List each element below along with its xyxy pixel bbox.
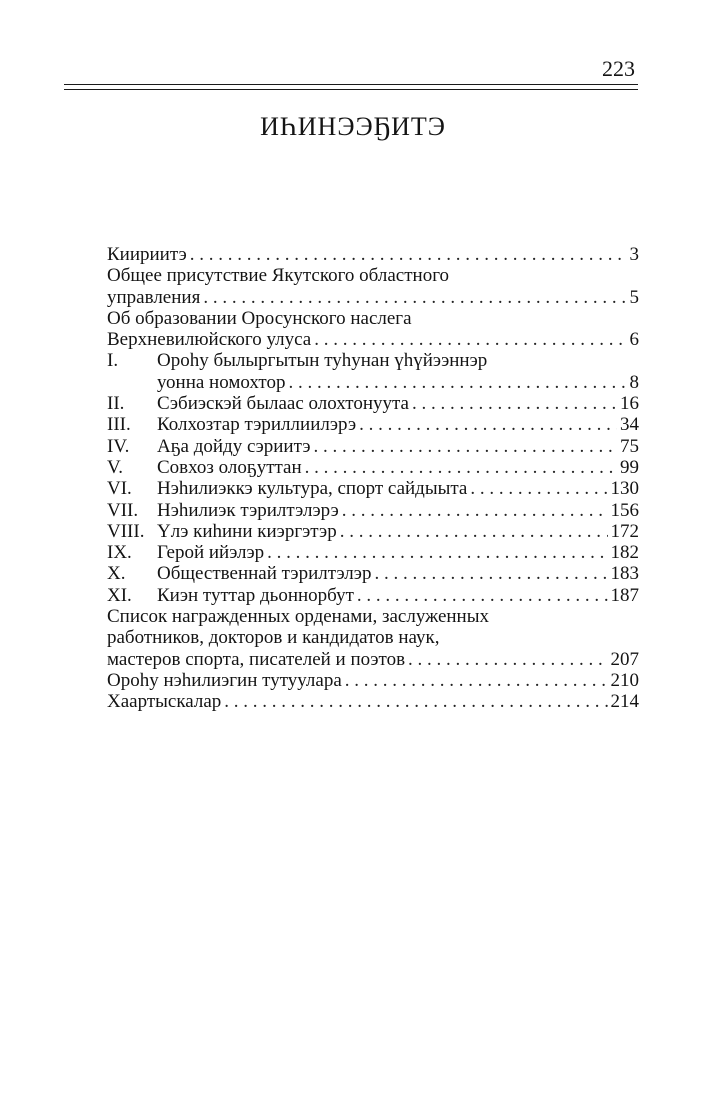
toc-entry-line [107, 350, 639, 371]
entry-page-number: 8 [629, 371, 639, 393]
toc-entry-line [107, 542, 639, 563]
chapter-number: III. [107, 414, 131, 436]
toc-entry [107, 563, 639, 584]
dot-leader [190, 244, 627, 265]
toc-entry [107, 457, 639, 478]
toc-entry-line [107, 606, 639, 627]
entry-page-number: 6 [629, 329, 639, 351]
toc-entry-line [107, 478, 639, 499]
entry-page-number: 207 [610, 648, 639, 670]
entry-page-number: 3 [629, 244, 639, 265]
toc-entry [107, 436, 639, 457]
dot-leader [224, 691, 607, 712]
table-of-contents [107, 244, 639, 713]
toc-entry-line [107, 372, 639, 393]
toc-entry [107, 414, 639, 435]
dot-leader [412, 393, 617, 414]
entry-page-number: 156 [610, 499, 639, 521]
entry-title: уонна номохтор [157, 371, 286, 393]
entry-page-number: 16 [620, 393, 639, 415]
entry-title: Хаартыскалар [107, 691, 222, 713]
chapter-number: V. [107, 456, 124, 478]
entry-title: управления [107, 286, 201, 308]
entry-page-number: 99 [620, 456, 639, 478]
toc-entry-line [107, 563, 639, 584]
dot-leader [408, 649, 607, 670]
entry-title: мастеров спорта, писателей и поэтов [107, 648, 406, 670]
toc-entry [107, 521, 639, 542]
toc-entry [107, 308, 639, 351]
chapter-number: VIII. [107, 520, 145, 542]
entry-page-number: 183 [610, 563, 639, 585]
toc-entry-line [107, 457, 639, 478]
dot-leader [288, 372, 626, 393]
toc-entry-line [107, 393, 639, 414]
entry-page-number: 214 [610, 691, 639, 713]
entry-page-number: 130 [610, 478, 639, 500]
entry-page-number: 187 [610, 584, 639, 606]
entry-title: Сэбиэскэй былаас олохтонуута [157, 393, 409, 415]
entry-title: Колхозтар тэриллиилэрэ [157, 414, 357, 436]
dot-leader [342, 500, 608, 521]
chapter-number: IX. [107, 542, 132, 564]
entry-title: Ороһу нэһилиэгин тутуулара [107, 669, 342, 691]
toc-entry-line [107, 414, 639, 435]
dot-leader [340, 521, 608, 542]
entry-title: Киэн туттар дьоннорбут [157, 584, 354, 606]
entry-page-number: 210 [610, 669, 639, 691]
chapter-number: VII. [107, 499, 139, 521]
entry-title: Киириитэ [107, 244, 187, 265]
dot-leader [203, 287, 626, 308]
dot-leader [305, 457, 617, 478]
toc-entry-line [107, 585, 639, 606]
chapter-number: II. [107, 393, 125, 415]
toc-entry-line [107, 287, 639, 308]
entry-title: Нэһилиэккэ культура, спорт сайдыыта [157, 478, 468, 500]
toc-title: ИҺИНЭЭҔИТЭ [260, 112, 446, 141]
toc-entry-line [107, 308, 639, 329]
dot-leader [314, 436, 617, 457]
toc-entry [107, 265, 639, 308]
dot-leader [314, 329, 626, 350]
dot-leader [345, 670, 608, 691]
dot-leader [374, 563, 607, 584]
toc-entry-line [107, 670, 639, 691]
page-number: 223 [602, 56, 635, 81]
entry-page-number: 172 [610, 520, 639, 542]
toc-entry-line [107, 691, 639, 712]
entry-title: Об образовании Оросунского наслега [107, 307, 412, 329]
entry-title: Ороһу былыргытын туһунан үһүйээннэр [157, 350, 488, 372]
entry-title: Аҕа дойду сэриитэ [157, 435, 311, 457]
toc-entry [107, 500, 639, 521]
entry-title: Список награжденных орденами, заслуженных [107, 606, 489, 628]
header-rule [64, 89, 638, 90]
chapter-number: X. [107, 563, 126, 585]
toc-entry [107, 606, 639, 670]
entry-title: Нэһилиэк тэрилтэлэрэ [157, 499, 339, 521]
toc-entry-line [107, 649, 639, 670]
dot-leader [267, 542, 607, 563]
chapter-number: VI. [107, 478, 132, 500]
dot-leader [470, 478, 607, 499]
entry-page-number: 5 [629, 286, 639, 308]
header-rule [64, 84, 638, 85]
entry-page-number: 182 [610, 542, 639, 564]
toc-entry [107, 393, 639, 414]
toc-entry-line [107, 436, 639, 457]
toc-entry [107, 478, 639, 499]
entry-title: Үлэ киһини киэргэтэр [157, 520, 337, 542]
toc-entry [107, 350, 639, 393]
entry-title: Герой ийэлэр [157, 542, 265, 564]
entry-title: Совхоз олоҕуттан [157, 456, 302, 478]
toc-entry-line [107, 265, 639, 286]
chapter-number: IV. [107, 435, 130, 457]
toc-entry [107, 691, 639, 712]
entry-title: Общее присутствие Якутского областного [107, 265, 450, 287]
chapter-number: XI. [107, 584, 132, 606]
dot-leader [359, 414, 617, 435]
toc-entry-line [107, 500, 639, 521]
entry-page-number: 75 [620, 435, 639, 457]
toc-entry [107, 542, 639, 563]
toc-entry-line [107, 244, 639, 265]
toc-entry-line [107, 329, 639, 350]
entry-title: Общественнай тэрилтэлэр [157, 563, 372, 585]
dot-leader [357, 585, 608, 606]
toc-entry [107, 244, 639, 265]
entry-title: работников, докторов и кандидатов наук, [107, 627, 440, 649]
chapter-number: I. [107, 350, 119, 372]
toc-entry [107, 585, 639, 606]
toc-entry-line [107, 627, 639, 648]
toc-entry [107, 670, 639, 691]
entry-page-number: 34 [620, 414, 639, 436]
toc-entry-line [107, 521, 639, 542]
entry-title: Верхневилюйского улуса [107, 329, 312, 351]
